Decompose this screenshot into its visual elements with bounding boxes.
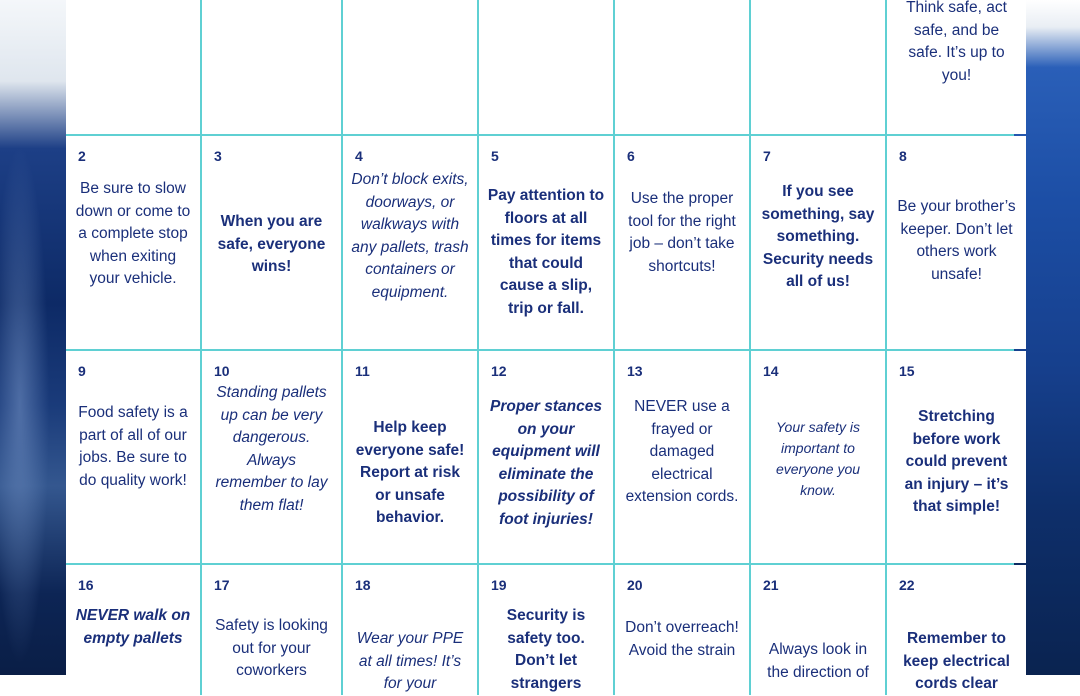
tip-text: Be sure to slow down or come to a complete stop when exiting your vehicle.: [75, 180, 191, 288]
tip-text: NEVER use a frayed or damaged electrical extension cords.: [625, 398, 739, 506]
calendar-cell-empty: [66, 0, 200, 134]
tip-text: Proper stances on your equipment will eliminate the possibility of foot injuries!: [490, 398, 602, 528]
calendar-cell-day-11: [343, 351, 477, 563]
calendar-cell-day-2: [66, 136, 200, 349]
tip-text: Standing pallets up can be very dangerous. Always remember to lay them flat!: [215, 384, 328, 514]
calendar-cell-day-10: [202, 351, 341, 563]
calendar-cell-day-6: [615, 136, 749, 349]
tip-text: Help keep everyone safe! Report at risk or unsafe behavior.: [355, 419, 465, 527]
tip-text: Pay attention to floors at all times for items that could cause a slip, trip or fall.: [487, 187, 605, 317]
tip-text: Remember to keep electrical cords clear: [903, 630, 1010, 693]
calendar-cell-day-7: [751, 136, 885, 349]
background-photo-left: [0, 0, 66, 675]
calendar-cell-day-21: [751, 565, 885, 695]
tip-text: Use the proper tool for the right job – don’t take shortcuts!: [628, 190, 736, 275]
calendar-cell-day-16: [66, 565, 200, 695]
calendar-cell-day-3: [202, 136, 341, 349]
calendar-cell-day-13: [615, 351, 749, 563]
calendar-cell-day-22: [887, 565, 1026, 695]
day-number: 13: [627, 363, 643, 379]
calendar-cell-day-14: [751, 351, 885, 563]
tip-text: Your safety is important to everyone you know.: [775, 419, 861, 498]
day-number: 2: [78, 148, 86, 164]
calendar-cell-day-9: [66, 351, 200, 563]
tip-text: Stretching before work could prevent an injury – it’s that simple!: [904, 408, 1009, 516]
tip-text: Wear your PPE at all times! It’s for your: [356, 630, 464, 693]
tip-text: If you see something, say something. Security needs all of us!: [761, 183, 875, 291]
day-number: 19: [491, 577, 507, 593]
day-number: 21: [763, 577, 779, 593]
calendar-cell-day-15: [887, 351, 1026, 563]
tip-text: Don’t block exits, doorways, or walkways with any pallets, trash containers or equipment.: [351, 171, 469, 301]
day-number: 16: [78, 577, 94, 593]
calendar-cell-empty: [479, 0, 613, 134]
day-number: 9: [78, 363, 86, 379]
calendar-cell-empty: [202, 0, 341, 134]
tip-text: Security is safety too. Don’t let strangers: [506, 607, 586, 692]
calendar-grid: [66, 0, 1014, 695]
day-number: 14: [763, 363, 779, 379]
calendar-cell-empty: [343, 0, 477, 134]
tip-text: Always look in the direction of: [767, 641, 869, 681]
calendar-cell-day-19: [479, 565, 613, 695]
calendar-cell-day-20: [615, 565, 749, 695]
day-number: 17: [214, 577, 230, 593]
calendar-cell-day-17: [202, 565, 341, 695]
calendar-cell-day-1: [887, 0, 1026, 134]
tip-text: When you are safe, everyone wins!: [217, 213, 326, 276]
tip-text: Be your brother’s keeper. Don’t let others work unsafe!: [897, 198, 1016, 283]
day-number: 22: [899, 577, 915, 593]
day-number: 4: [355, 148, 363, 164]
tip-text: Don’t overreach! Avoid the strain: [625, 619, 739, 659]
day-number: 6: [627, 148, 635, 164]
day-number: 15: [899, 363, 915, 379]
day-number: 18: [355, 577, 371, 593]
day-number: 11: [355, 363, 370, 379]
day-number: 10: [214, 363, 230, 379]
calendar-cell-day-12: [479, 351, 613, 563]
day-number: 8: [899, 148, 907, 164]
tip-text: Safety is looking out for your coworkers: [215, 617, 328, 680]
calendar-cell-day-8: [887, 136, 1026, 349]
day-number: 3: [214, 148, 222, 164]
day-number: 20: [627, 577, 643, 593]
calendar-cell-empty: [615, 0, 749, 134]
day-number: 12: [491, 363, 507, 379]
tip-text: Food safety is a part of all of our jobs. Be sure to do quality work!: [78, 404, 188, 489]
calendar-cell-day-4: [343, 136, 477, 349]
tip-text: NEVER walk on empty pallets: [75, 607, 191, 647]
day-number: 7: [763, 148, 771, 164]
calendar-cell-day-5: [479, 136, 613, 349]
calendar-cell-day-18: [343, 565, 477, 695]
calendar-cell-empty: [751, 0, 885, 134]
day-number: 5: [491, 148, 499, 164]
tip-text: Think safe, act safe, and be safe. It’s up to you!: [906, 0, 1007, 84]
